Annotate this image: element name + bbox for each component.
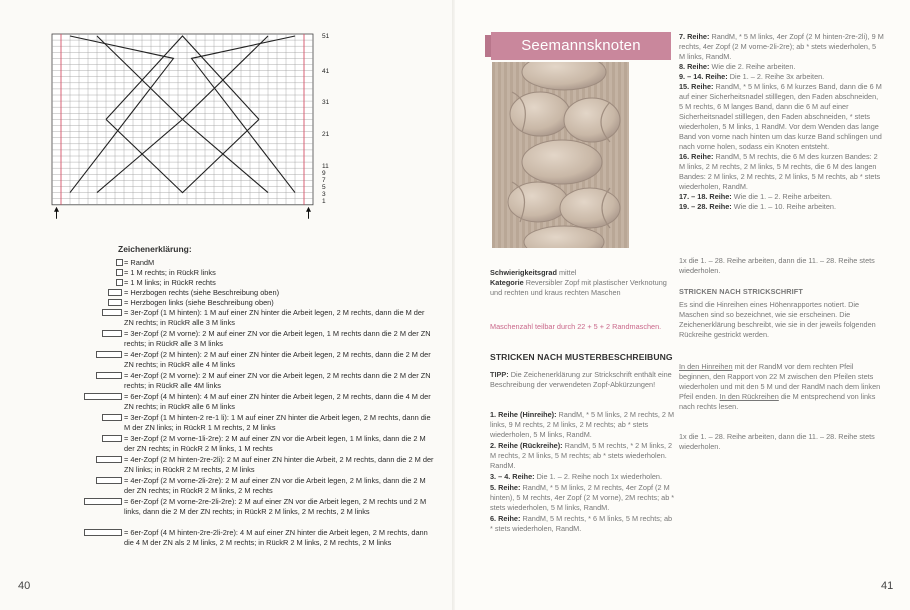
row-text: RandM, * 5 M links, 2 M rechts, 4er Zopf (2 M hinten), 5 M rechts, 4er Zopf (2 M vorne), 2M rechts; ab * stets wiederholen, 5 M links, RandM. [490, 483, 675, 512]
legend-symbol-icon [84, 498, 122, 505]
tip-text: Die Zeichenerklärung zur Strickschrift enthält eine Beschreibung der verwendeten Zopf-Abkürzungen! [490, 370, 672, 389]
chart-grid [38, 30, 338, 220]
legend-text: = 4er-Zopf (2 M hinten): 2 M auf einer ZN hinter die Arbeit legen, 2 M rechts, dann die 2 M der ZN rechts; in RückR alle 4 M links [124, 350, 431, 370]
legend-text: = 3er-Zopf (1 M hinten): 1 M auf einer ZN hinter die Arbeit legen, 2 M rechts, dann die M der ZN rechts; in RückR alle 3 M links [124, 308, 425, 328]
row-label: 16. Reihe: [679, 152, 716, 161]
row-label: 17. – 18. Reihe: [679, 192, 734, 201]
difficulty-label: Schwierigkeitsgrad [490, 268, 557, 277]
row-instruction [490, 483, 675, 513]
legend-symbol-icon [108, 299, 122, 306]
legend-text: = 1 M rechts; in RückR links [124, 268, 216, 277]
rueckreihen-text: die M entsprechend von links nach rechts lesen. [679, 392, 876, 411]
pattern-title: Seemannsknoten [521, 37, 641, 54]
row-label: 7 [322, 177, 326, 184]
chart-reading-instructions [679, 362, 884, 412]
row-instruction [679, 152, 884, 192]
row-text: Die 1. – 2. Reihe 3x arbeiten. [729, 72, 825, 81]
legend-symbol-icon [84, 393, 122, 400]
legend-text: = 6er-Zopf (2 M vorne-2re-2li-2re): 2 M auf einer ZN vor die Arbeit legen, 2 M rechts und 2 M links, dann die 2 M der ZN rechts; in RückR 2 M links, 2 M rechts, 2 M links [124, 497, 427, 517]
row-label: 9 [322, 170, 326, 177]
legend-symbol-icon [116, 269, 123, 276]
row-text: Wie die 1. – 10. Reihe arbeiten. [733, 202, 836, 211]
row-instruction [679, 62, 884, 72]
row-instruction [490, 514, 675, 534]
row-label: 3 [322, 191, 326, 198]
row-instructions-right [679, 32, 884, 212]
legend-text: = 1 M links; in RückR rechts [124, 278, 216, 287]
row-label: 1 [322, 198, 326, 205]
legend-symbol-icon [96, 351, 122, 358]
row-instruction [679, 32, 884, 62]
legend-text: = 3er-Zopf (2 M vorne-1li-2re): 2 M auf einer ZN vor die Arbeit legen, 1 M links, dann die 2 M der ZN rechts; in RückR 2 M links, 1 M rechts [124, 434, 426, 454]
arrow-head-icon [306, 207, 311, 212]
row-text: Die 1. – 2. Reihe noch 1x wiederholen. [536, 472, 662, 481]
stitch-count: Maschenzahl teilbar durch 22 + 5 + 2 Randmaschen. [490, 322, 662, 331]
legend-text: = 6er-Zopf (4 M hinten): 4 M auf einer ZN hinter die Arbeit legen, 2 M rechts, dann die 4 M der ZN rechts; in RückR alle 6 M links [124, 392, 431, 412]
pattern-info [490, 268, 675, 298]
row-label: 3. – 4. Reihe: [490, 472, 537, 481]
legend-text: = 4er-Zopf (2 M vorne): 2 M auf einer ZN vor die Arbeit legen, 2 M rechts dann die 2 M der ZN rechts; in RückR alle 4M links [124, 371, 431, 391]
right-page [455, 0, 910, 610]
row-label: 41 [322, 68, 330, 75]
row-label: 21 [322, 131, 330, 138]
category-label: Kategorie [490, 278, 524, 287]
legend-text: = RandM [124, 258, 155, 267]
legend-symbol-icon [108, 289, 122, 296]
legend-symbol-icon [84, 529, 122, 536]
legend-symbol-icon [102, 435, 122, 442]
difficulty-value: mittel [558, 268, 577, 277]
row-instruction [679, 192, 884, 202]
row-label: 11 [322, 163, 329, 170]
row-text: RandM, * 5 M links, 4er Zopf (2 M hinten-2re-2li), 9 M rechts, 4er Zopf (2 M vorne-2li-2re); ab * stets wiederholen, 5 M links, RandM. [679, 32, 884, 61]
repeat-note-1: 1x die 1. – 28. Reihe arbeiten, dann die 11. – 28. Reihe stets wiederholen. [679, 256, 875, 275]
legend-text: = 6er-Zopf (4 M hinten-2re-2li-2re): 4 M auf einer ZN hinter die Arbeit legen, 2 M rechts, dann die 4 M der ZN als 2 M links, 2 M rechts; in RückR 2 M links, 2 M rechts, 2 M links [124, 528, 428, 548]
section-heading-chart: STRICKEN NACH STRICKSCHRIFT [679, 287, 803, 296]
row-instruction [490, 410, 675, 440]
legend-text: = Herzbogen rechts (siehe Beschreibung oben) [124, 288, 280, 297]
row-text: Wie die 2. Reihe arbeiten. [711, 62, 796, 71]
row-label: 2. Reihe (Rückreihe): [490, 441, 565, 450]
row-label: 9. – 14. Reihe: [679, 72, 730, 81]
row-label: 5 [322, 184, 326, 191]
legend-symbol-icon [96, 477, 122, 484]
legend-symbol-icon [102, 309, 122, 316]
hinreihen-term: In den Hinreihen [679, 362, 733, 371]
section-heading-description: STRICKEN NACH MUSTERBESCHREIBUNG [490, 352, 673, 362]
row-instruction [679, 72, 884, 82]
rueckreihen-term: In den Rückreihen [719, 392, 779, 401]
row-instruction [679, 202, 884, 212]
category-value: Reversibler Zopf mit plastischer Verknotung und rechten und kraus rechten Maschen [490, 278, 667, 297]
legend-title: Zeichenerklärung: [118, 244, 192, 254]
knit-sample-photo [492, 62, 629, 248]
row-label: 5. Reihe: [490, 483, 523, 492]
knitting-chart [38, 30, 338, 220]
page-number-right: 41 [881, 580, 894, 592]
arrow-head-icon [54, 207, 59, 212]
repeat-note-2: 1x die 1. – 28. Reihe arbeiten, dann die 11. – 28. Reihe stets wiederholen. [679, 432, 875, 451]
tip-label: TIPP: [490, 370, 509, 379]
legend-symbol-icon [96, 372, 122, 379]
tip-box [490, 370, 675, 390]
cable-knit-image [492, 62, 629, 248]
hinreihen-text: mit der RandM vor dem rechten Pfeil beginnen, den Rapport von 22 M zwischen den Pfeilen stets wiederholen und mit den 5 M und der RandM nach dem linken Pfeil enden. [679, 362, 881, 401]
row-instructions-left [490, 410, 675, 535]
legend-text: = 4er-Zopf (2 M vorne-2li-2re): 2 M auf einer ZN vor die Arbeit legen, 2 M links, dann die 2 M der ZN rechts; in RückR 2 M links, 2 M rechts [124, 476, 426, 496]
legend-symbol-icon [116, 259, 123, 266]
legend-symbol-icon [102, 414, 122, 421]
legend-text: = 3er-Zopf (1 M hinten-2 re-1 li): 1 M auf einer ZN hinter die Arbeit legen, 2 M rechts, dann die M der ZN links; in RückR 1 M rechts, 2 M links [124, 413, 431, 433]
row-text: RandM, * 5 M links, 2 M rechts, 2 M links, 9 M rechts, 2 M links, 2 M rechts; ab * stets wiederholen, 5 M links, RandM. [490, 410, 675, 439]
row-label: 19. – 28. Reihe: [679, 202, 734, 211]
row-label: 6. Reihe: [490, 514, 523, 523]
row-text: RandM, 5 M rechts, die 6 M des kurzen Bandes: 2 M links, 2 M rechts, 2 M links, 5 M rechts, die 6 M des langen Bandes: 2 M links, 2 M rechts, 2 M links, 5 M rechts, ab * stets wiederholen, RandM. [679, 152, 881, 191]
row-label: 7. Reihe: [679, 32, 712, 41]
page-number-left: 40 [18, 580, 31, 592]
row-text: Wie die 1. – 2. Reihe arbeiten. [733, 192, 832, 201]
legend-text: = 3er-Zopf (2 M vorne): 2 M auf einer ZN vor die Arbeit legen, 1 M rechts dann die 2 M der ZN rechts; in RückR alle 3 M links [124, 329, 431, 349]
row-instruction [490, 472, 675, 482]
row-label: 8. Reihe: [679, 62, 712, 71]
row-text: RandM, 5 M rechts, * 6 M links, 5 M rechts; ab * stets wiederholen, RandM. [490, 514, 673, 533]
legend-symbol-icon [96, 456, 122, 463]
row-text: RandM, 5 M rechts, * 2 M links, 2 M rechts, 2 M links, 5 M rechts; ab * stets wiederholen. RandM. [490, 441, 673, 470]
legend-symbol-icon [102, 330, 122, 337]
row-label: 51 [322, 33, 330, 40]
row-label: 1. Reihe (Hinreihe): [490, 410, 559, 419]
legend-text: = 4er-Zopf (2 M hinten-2re-2li): 2 M auf einer ZN hinter die Arbeit, 2 M rechts, dann die 2 M der ZN links; in RückR 2 M rechts, 2 M links [124, 455, 434, 475]
row-instruction [490, 441, 675, 471]
chart-reading-text: Es sind die Hinreihen eines Höhenrapportes notiert. Die Maschen sind so bezeichnet, wie sie erscheinen. Die Zeichenerklärung beschreibt, wie sie in der jeweils folgenden Rückreihe gestrickt werden. [679, 300, 876, 339]
legend-text: = Herzbogen links (siehe Beschreibung oben) [124, 298, 274, 307]
row-label: 15. Reihe: [679, 82, 716, 91]
row-instruction [679, 82, 884, 152]
legend-symbol-icon [116, 279, 123, 286]
title-banner [491, 32, 671, 60]
row-text: RandM, * 5 M links, 6 M kurzes Band, dann die 6 M auf einer Sicherheitsnadel stilllegen, den Faden abschneiden, 5 M rechts, 6 M langes Band, dann die 6 M auf einer Sicherheitsnadel stilllegen, den Faden abschneiden, * stets wiederholen, 5 M links, 1 RandM. Vor dem Wenden das lange Band von vorne nach hinten um das kurze Band schlingen und nach vorne holen, sodass ein Knoten entsteht. [679, 82, 882, 151]
row-label: 31 [322, 99, 330, 106]
